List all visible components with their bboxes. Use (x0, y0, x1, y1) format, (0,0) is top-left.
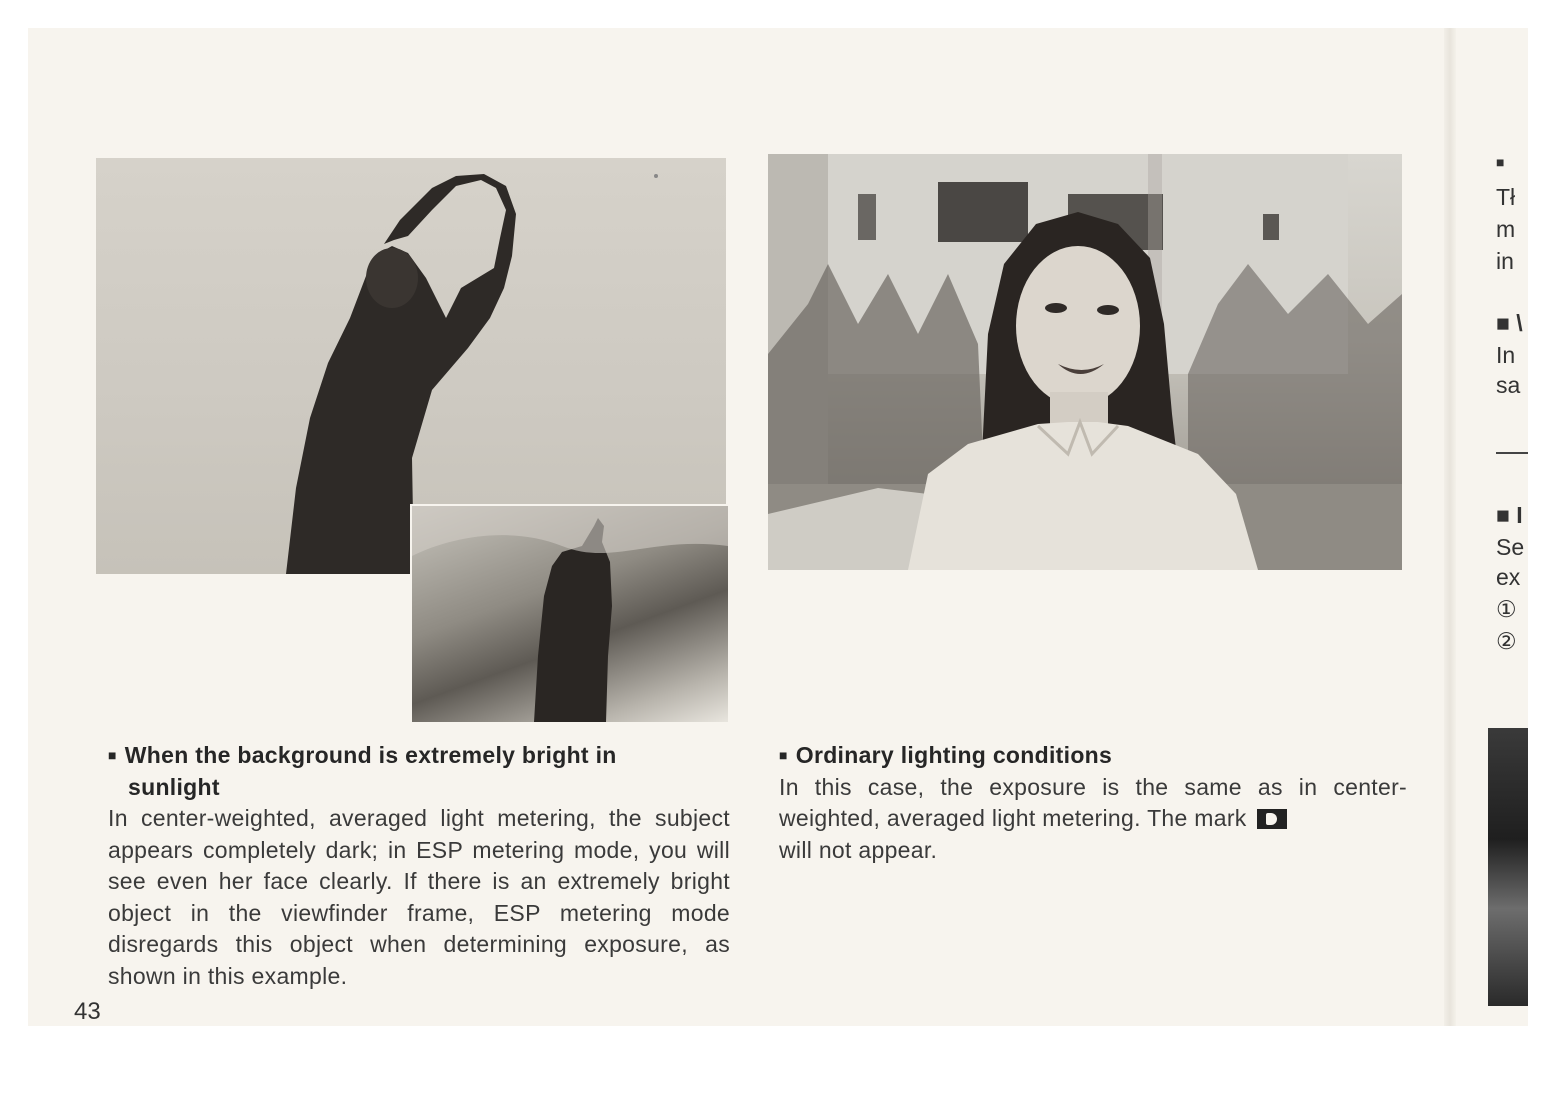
center-weighted-metering-icon (1257, 809, 1287, 829)
bullet-icon: ■ (779, 747, 788, 763)
caption-heading (108, 740, 730, 772)
sliver-text: ② (1496, 628, 1517, 654)
heading-line-1: When the background is extremely bright in (124, 742, 617, 768)
caption-ordinary-lighting (779, 740, 1407, 866)
caption-bright-background (108, 740, 730, 992)
sliver-text: m (1496, 216, 1516, 242)
sliver-text: ex (1496, 564, 1521, 590)
sliver-text: ■ I (1496, 502, 1523, 528)
sliver-text: sa (1496, 372, 1521, 398)
next-page-sliver (1456, 28, 1528, 1026)
caption-body: In center-weighted, averaged light metering, the subject appears completely dark; in ESP metering mode, you will see even her face clearly. If there is an extremely bright object in the viewfinder frame, ESP metering mode disregards this object when determining exposure, as shown in this example. (108, 805, 730, 989)
sliver-divider (1496, 452, 1528, 454)
sliver-text: Se (1496, 534, 1525, 560)
sliver-text: ① (1496, 596, 1517, 622)
page-fold (1444, 28, 1456, 1026)
caption-body (779, 772, 1407, 867)
photo-esp-inset-example (410, 504, 728, 722)
caption-body-end: will not appear. (779, 836, 938, 863)
bullet-icon: ■ (108, 747, 117, 763)
sliver-text: in (1496, 248, 1514, 274)
page-number: 43 (74, 998, 101, 1025)
sliver-text: ■ \ (1496, 310, 1523, 336)
caption-heading (779, 740, 1407, 772)
heading-line-2: sunlight (128, 773, 220, 800)
sliver-bullet: ■ (1496, 154, 1505, 170)
sliver-photo (1488, 728, 1528, 1006)
photo-ordinary-lighting-example (768, 154, 1402, 570)
caption-body-text: In this case, the exposure is the same as in center-weighted, averaged light metering. The mark (779, 773, 1407, 831)
sliver-text: In (1496, 342, 1516, 368)
heading-text: Ordinary lighting conditions (795, 742, 1113, 768)
sliver-text: Tł (1496, 184, 1516, 210)
